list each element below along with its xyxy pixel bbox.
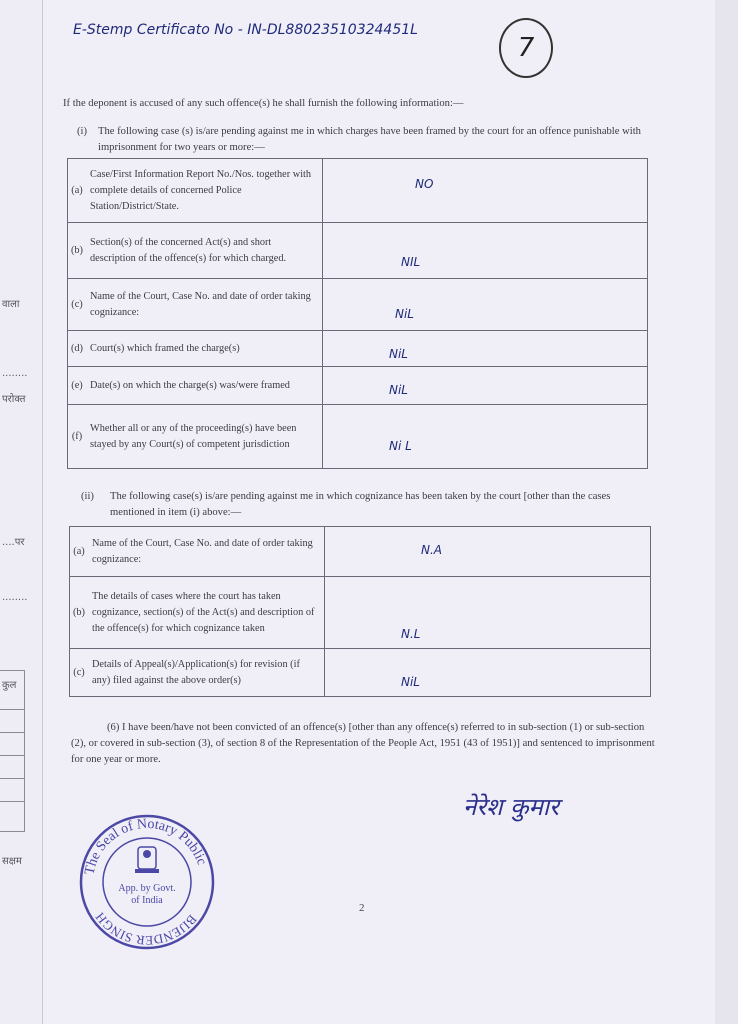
row-answer-cell [325, 527, 651, 577]
handwritten-answer: N.A [421, 543, 442, 557]
row-description: Name of the Court, Case No. and date of order taking cognizance: [88, 527, 325, 577]
affidavit-page [43, 0, 715, 1024]
table-row [68, 331, 648, 367]
seal-inner-text: App. by Govt. [118, 883, 176, 894]
margin-fragment: परोक्त [2, 394, 26, 405]
seal-outer-text: The Seal of Notary Public [82, 816, 209, 877]
margin-fragment: ....पर [2, 537, 25, 548]
handwritten-signature: नेरेश कुमार [463, 793, 559, 821]
section-i-table [67, 158, 648, 469]
row-answer-cell [323, 331, 648, 367]
row-answer-cell [323, 405, 648, 469]
intro-text: If the deponent is accused of any such offence(s) he shall furnish the following information:— [63, 98, 464, 109]
handwritten-answer: NO [415, 177, 434, 191]
row-answer-cell [325, 577, 651, 649]
handwritten-answer: Ni L [389, 439, 412, 453]
page-number: 2 [359, 902, 365, 914]
row-answer-cell [325, 649, 651, 697]
row-label: (c) [68, 279, 87, 331]
section-i-text: The following case (s) is/are pending against me in which charges have been framed by the court for an offence punishable with imprisonment for two years or more:— [98, 126, 641, 153]
table-row [68, 223, 648, 279]
section-ii-text: The following case(s) is/are pending against me in which cognizance has been taken by the court [other than the cases mentioned in item (i) above:— [110, 491, 611, 518]
row-label: (e) [68, 367, 87, 405]
seal-inner-text: of India [131, 895, 163, 906]
table-row [70, 527, 651, 577]
row-description: The details of cases where the court has taken cognizance, section(s) of the Act(s) and description of the offence(s) for which cognizance taken [88, 577, 325, 649]
page-mark: 7 [517, 33, 535, 63]
row-description: Section(s) of the concerned Act(s) and short description of the offence(s) for which charged. [86, 223, 323, 279]
row-description: Name of the Court, Case No. and date of order taking cognizance: [86, 279, 323, 331]
section-ii-table [69, 526, 651, 697]
row-label: (d) [68, 331, 87, 367]
clause-6-text: (6) I have been/have not been convicted of an offence(s) [other than any offence(s) referred to in sub-section (1) or sub-section (2), or covered in sub-section (3), of section 8 of the Representation of the People Act, 1951 (43 of 1951)] and sentenced to imprisonment for one year or more. [71, 722, 655, 765]
table-row [70, 649, 651, 697]
handwritten-answer: NiL [389, 347, 408, 361]
margin-fragment: ........ [2, 592, 28, 603]
row-description: Details of Appeal(s)/Application(s) for revision (if any) filed against the above order(s) [88, 649, 325, 697]
page-mark-circle [499, 18, 553, 78]
handwritten-answer: NiL [395, 307, 414, 321]
margin-fragment: कुल [2, 680, 17, 691]
margin-fragment: ........ [2, 368, 28, 379]
margin-fragment: सक्षम [2, 856, 22, 867]
row-label: (a) [68, 159, 87, 223]
estamp-certificate-number: E-Stemp Certificato No - IN-DL88023510324451L [73, 22, 418, 38]
previous-page-edge [0, 0, 43, 1024]
seal-name-text: BIJENDER SINGH [92, 909, 200, 949]
table-row [70, 577, 651, 649]
page-edge [715, 0, 738, 1024]
row-description: Court(s) which framed the charge(s) [86, 331, 323, 367]
row-label: (c) [70, 649, 89, 697]
row-answer-cell [323, 367, 648, 405]
row-label: (f) [68, 405, 87, 469]
handwritten-answer: NiL [401, 675, 420, 689]
notary-seal-stamp [78, 813, 216, 951]
margin-table-fragment [0, 670, 25, 832]
handwritten-answer: NiL [389, 383, 408, 397]
row-description: Date(s) on which the charge(s) was/were framed [86, 367, 323, 405]
table-row [68, 405, 648, 469]
row-answer-cell [323, 159, 648, 223]
margin-fragment: वाला [2, 299, 20, 310]
section-i-number: (i) [77, 126, 87, 137]
row-answer-cell [323, 279, 648, 331]
section-ii-number: (ii) [81, 491, 94, 502]
row-label: (b) [68, 223, 87, 279]
table-row [68, 367, 648, 405]
emblem-icon [135, 847, 159, 873]
handwritten-answer: NIL [401, 255, 421, 269]
row-description: Whether all or any of the proceeding(s) have been stayed by any Court(s) of competent jurisdiction [86, 405, 323, 469]
table-row [68, 159, 648, 223]
row-description: Case/First Information Report No./Nos. together with complete details of concerned Police Station/District/State. [86, 159, 323, 223]
handwritten-answer: N.L [401, 627, 421, 641]
row-label: (a) [70, 527, 89, 577]
row-label: (b) [70, 577, 89, 649]
svg-text:BIJENDER SINGH [92, 910, 200, 948]
table-row [68, 279, 648, 331]
row-answer-cell [323, 223, 648, 279]
